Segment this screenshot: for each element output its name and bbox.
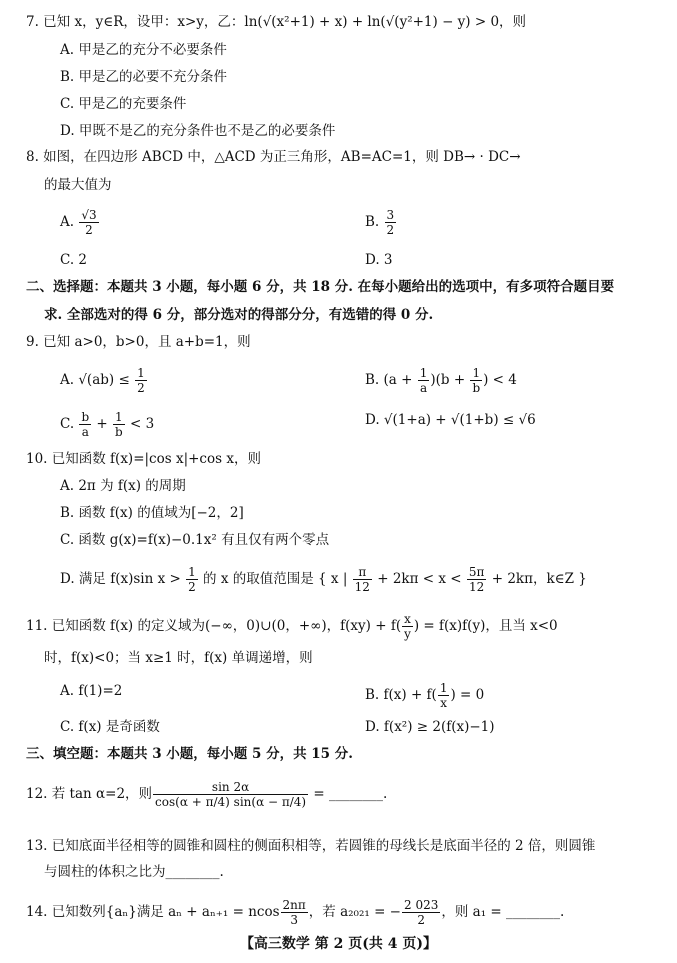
q9-option-d: D. √(1+a) + √(1+b) ≤ √6: [365, 412, 536, 428]
q10-option-b: B. 函数 f(x) 的值域为[−2，2]: [60, 505, 244, 521]
q7-option-b: B. 甲是乙的必要不充分条件: [60, 69, 228, 85]
q11-option-b: B. f(x) + f( $\frac{1}{x}$ ) = 0: [365, 681, 485, 710]
q10-option-c: C. 函数 g(x)=f(x)−0.1x² 有且仅有两个零点: [60, 532, 330, 548]
q14: 14. 已知数列{aₙ}满足 aₙ + aₙ₊₁ = ncos $\frac{2n\pi}{3}$ ，若 a₂₀₂₁ = − $\frac{2 023}{2}$ ，则 a₁ = ________.: [26, 898, 565, 927]
q9-stem: 9. 已知 a>0，b>0，且 a+b=1，则: [26, 334, 251, 350]
q9-option-b: B. (a + $\frac{1}{a}$ )(b + $\frac{1}{b}$ ) < 4: [365, 366, 517, 395]
q8-option-a: A. $\frac{√3}{2}$: [60, 208, 97, 237]
q11-option-d: D. f(x²) ≥ 2(f(x)−1): [365, 719, 495, 735]
q8-stem-cont: 的最大值为: [44, 177, 112, 193]
page-footer: 【高三数学 第 2 页(共 4 页)】: [239, 936, 438, 952]
section-2-heading: 二、选择题：本题共 3 小题，每小题 6 分，共 18 分. 在每小题给出的选项中，有多项符合题目要: [26, 279, 615, 295]
q7-option-d: D. 甲既不是乙的充分条件也不是乙的必要条件: [60, 123, 336, 139]
q7-option-a: A. 甲是乙的充分不必要条件: [60, 42, 227, 58]
q8-option-c: C. 2: [60, 252, 88, 268]
q10-stem: 10. 已知函数 f(x)=|cos x|+cos x，则: [26, 451, 261, 467]
q10-option-a: A. 2π 为 f(x) 的周期: [60, 478, 186, 494]
q13-line-1: 13. 已知底面半径相等的圆锥和圆柱的侧面积相等，若圆锥的母线长是底面半径的 2 倍，则圆锥: [26, 838, 596, 854]
q11-stem: 11. 已知函数 f(x) 的定义域为(−∞，0)∪(0，+∞)，f(xy) + f( $\frac{x}{y}$ ) = f(x)f(y)，且当 x<0: [26, 612, 558, 641]
q13-line-2: 与圆柱的体积之比为________.: [44, 864, 224, 880]
q8-option-b: B. $\frac{3}{2}$: [365, 208, 395, 237]
q11-option-c: C. f(x) 是奇函数: [60, 719, 160, 735]
q8-stem: 8. 如图，在四边形 ABCD 中，△ACD 为正三角形，AB=AC=1，则 DB→ · DC→: [26, 149, 521, 165]
q11-option-a: A. f(1)=2: [60, 683, 123, 699]
q7-stem: 7. 已知 x，y∈R，设甲：x>y，乙：ln(√(x²+1) + x) + ln(√(y²+1) − y) > 0，则: [26, 14, 527, 30]
q11-stem-cont: 时，f(x)<0；当 x≥1 时，f(x) 单调递增，则: [44, 650, 313, 666]
q12: 12. 若 tan α=2，则 $\frac{\sin 2\alpha}{\cos(\alpha + \pi/4) \sin(\alpha - \pi/4)}$ = ________.: [26, 780, 388, 809]
q9-option-a: A. √(ab) ≤ $\frac{1}{2}$: [60, 366, 145, 395]
section-2-heading-cont: 求. 全部选对的得 6 分，部分选对的得部分分，有选错的得 0 分.: [44, 307, 434, 323]
section-3-heading: 三、填空题：本题共 3 小题，每小题 5 分，共 15 分.: [26, 746, 353, 762]
q7-option-c: C. 甲是乙的充要条件: [60, 96, 187, 112]
q9-option-c: C. $\frac{b}{a}$ + $\frac{1}{b}$ < 3: [60, 410, 155, 439]
q8-option-d: D. 3: [365, 252, 393, 268]
q10-option-d: D. 满足 f(x)sin x > $\frac{1}{2}$ 的 x 的取值范围是 { x | $\frac{\pi}{12}$ + 2kπ < x < $\frac{5\pi}{12}$ + 2kπ，k∈Z }: [60, 565, 587, 594]
